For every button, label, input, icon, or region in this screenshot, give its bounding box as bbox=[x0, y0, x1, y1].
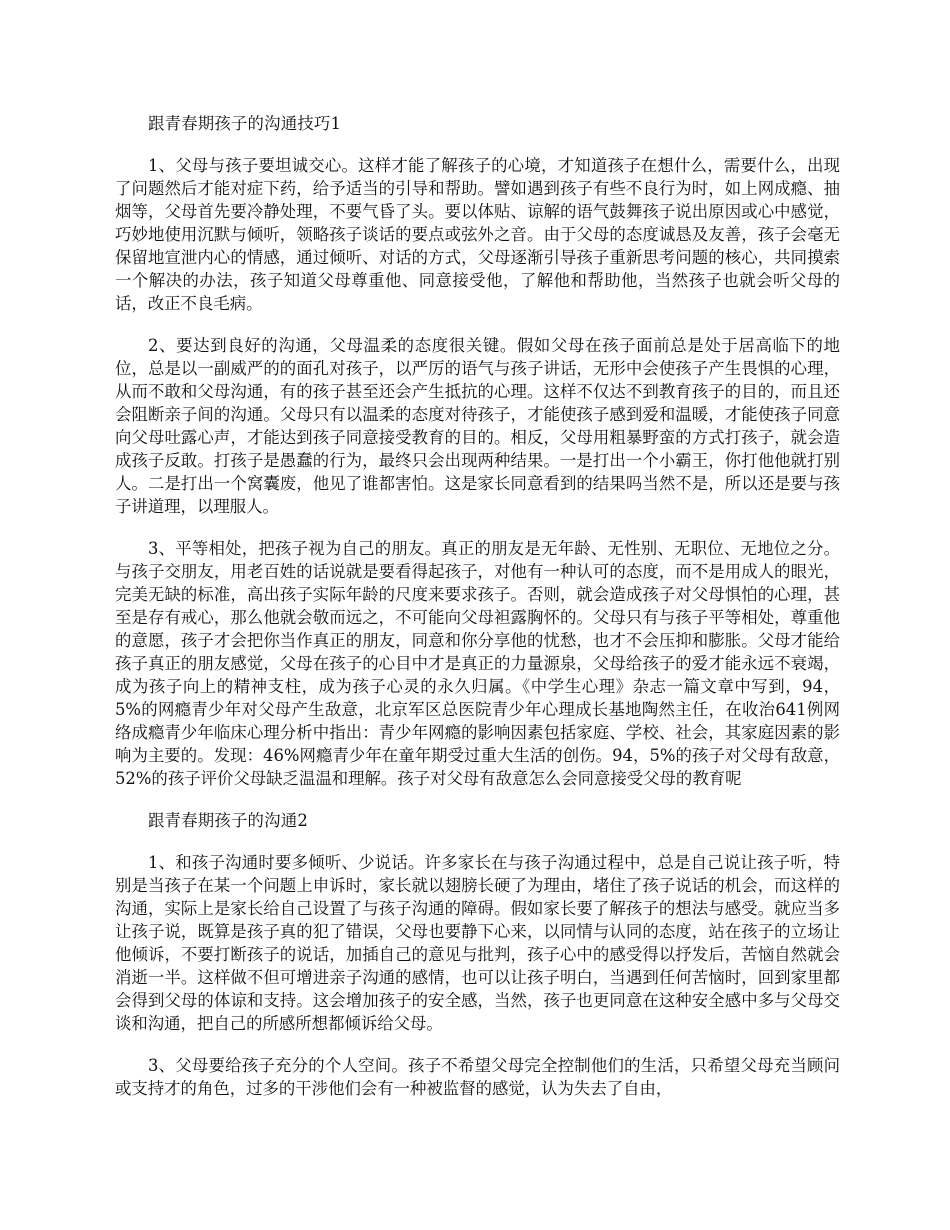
section-heading-1: 跟青春期孩子的沟通技巧1 bbox=[148, 114, 342, 133]
section-heading-2: 跟青春期孩子的沟通2 bbox=[148, 811, 308, 830]
paragraph-4: 1、和孩子沟通时要多倾听、少说话。许多家长在与孩子沟通过程中，总是自己说让孩子听，特别是当孩子在某一个问题上申诉时，家长就以翅膀长硬了为理由，堵住了孩子说话的机会，而这样的沟通，实际上是家长给自己设置了与孩子沟通的障碍。假如家长要了解孩子的想法与感受。就应当多让孩子说，既算是孩子真的犯了错误，父母也要静下心来，以同情与认同的态度，站在孩子的立场让他倾诉，不要打断孩子的说话，加插自己的意见与批判，孩子心中的感受得以抒发后，苦恼自然就会消逝一半。这样做不但可增进亲子沟通的感情，也可以让孩子明白，当遇到任何苦恼时，回到家里都会得到父母的体谅和支持。这会增加孩子的安全感，当然，孩子也更同意在这种安全感中多与父母交谈和沟通，把自己的所感所想都倾诉给父母。 bbox=[115, 853, 840, 1033]
paragraph-5: 3、父母要给孩子充分的个人空间。孩子不希望父母完全控制他们的生活，只希望父母充当顾问或支持才的角色，过多的干涉他们会有一种被监督的感觉，认为失去了自由， bbox=[115, 1056, 840, 1098]
paragraph-1: 1、父母与孩子要坦诚交心。这样才能了解孩子的心境，才知道孩子在想什么，需要什么，出现了问题然后才能对症下药，给予适当的引导和帮助。譬如遇到孩子有些不良行为时，如上网成瘾、抽烟等，父母首先要冷静处理，不要气昏了头。要以体贴、谅解的语气鼓舞孩子说出原因或心中感觉，巧妙地使用沉默与倾听，领略孩子谈话的要点或弦外之音。由于父母的态度诚恳及友善，孩子会毫无保留地宣泄内心的情感，通过倾听、对话的方式，父母逐渐引导孩子重新思考问题的核心，共同摸索一个解决的办法，孩子知道父母尊重他、同意接受他，了解他和帮助他，当然孩子也就会听父母的话，改正不良毛病。 bbox=[115, 156, 840, 313]
document-page bbox=[115, 112, 840, 1119]
paragraph-2: 2、要达到良好的沟通，父母温柔的态度很关键。假如父母在孩子面前总是处于居高临下的地位，总是以一副威严的的面孔对孩子，以严厉的语气与孩子讲话，无形中会使孩子产生畏惧的心理，从而不敢和父母沟通，有的孩子甚至还会产生抵抗的心理。这样不仅达不到教育孩子的目的，而且还会阻断亲子间的沟通。父母只有以温柔的态度对待孩子，才能使孩子感到爱和温暖，才能使孩子同意向父母吐露心声，才能达到孩子同意接受教育的目的。相反，父母用粗暴野蛮的方式打孩子，就会造成孩子反敢。打孩子是愚蠢的行为，最终只会出现两种结果。一是打出一个小霸王，你打他他就打别人。二是打出一个窝囊废，他见了谁都害怕。这是家长同意看到的结果吗当然不是，所以还是要与孩子讲道理，以理服人。 bbox=[115, 336, 840, 516]
paragraph-3: 3、平等相处，把孩子视为自己的朋友。真正的朋友是无年龄、无性别、无职位、无地位之分。与孩子交朋友，用老百姓的话说就是要看得起孩子，对他有一种认可的态度，而不是用成人的眼光，完美无缺的标准，高出孩子实际年龄的尺度来要求孩子。否则，就会造成孩子对父母惧怕的心理，甚至是存有戒心，那么他就会敬而远之，不可能向父母袒露胸怀的。父母只有与孩子平等相处，尊重他的意愿，孩子才会把你当作真正的朋友，同意和你分享他的忧愁，也才不会压抑和膨胀。父母才能给孩子真正的朋友感觉，父母在孩子的心目中才是真正的力量源泉，父母给孩子的爱才能永远不衰竭，成为孩子向上的精神支柱，成为孩子心灵的永久归属。《中学生心理》杂志一篇文章中写到，94，5%的网瘾青少年对父母产生敌意，北京军区总医院青少年心理成长基地陶然主任，在收治641例网络成瘾青少年临床心理分析中指出：青少年网瘾的影响因素包括家庭、学校、社会，其家庭因素的影响为主要的。发现：46%网瘾青少年在童年期受过重大生活的创伤。94，5%的孩子对父母有敌意，52%的孩子评价父母缺乏温温和理解。孩子对父母有敌意怎么会同意接受父母的教育呢 bbox=[115, 539, 840, 788]
